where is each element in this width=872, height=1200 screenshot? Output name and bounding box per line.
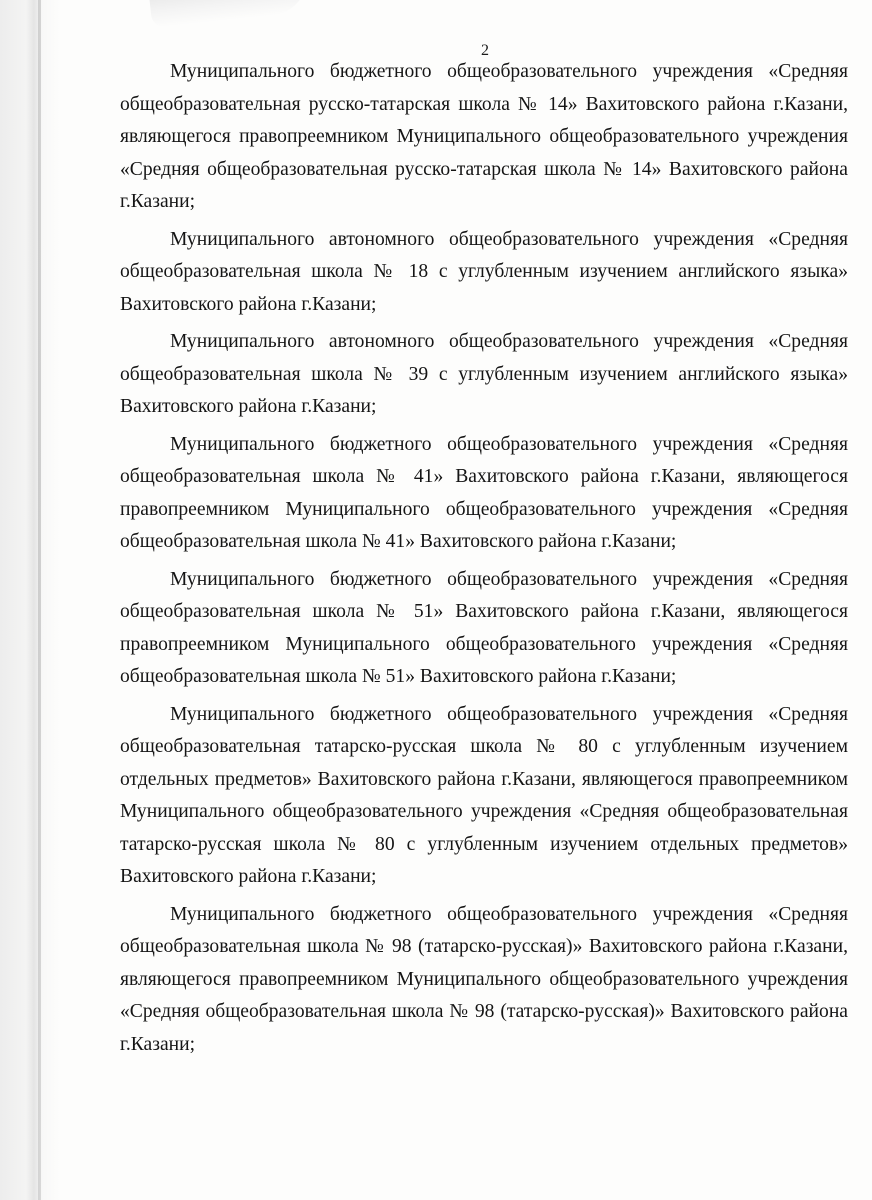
paragraph-school-51: Муниципального бюджетного общеобразовательного учреждения «Средняя общеобразовательная школа № 51» Вахитовского района г.Казани, являющегося правопреемником Муниципального общеобразовательного учреждения «Средняя общеобразовательная школа № 51» Вахитовского района г.Казани; xyxy=(120,568,848,687)
paragraph-school-18: Муниципального автономного общеобразовательного учреждения «Средняя общеобразовательная школа № 18 с углубленным изучением английского языка» Вахитовского района г.Казани; xyxy=(120,228,848,315)
paragraph-school-39: Муниципального автономного общеобразовательного учреждения «Средняя общеобразовательная школа № 39 с углубленным изучением английского языка» Вахитовского района г.Казани; xyxy=(120,331,848,417)
paragraph-school-14: Муниципального бюджетного общеобразовательного учреждения «Средняя общеобразовательная русско-татарская школа № 14» Вахитовского района г.Казани, являющегося правопреемником Муниципального общеобразовательного учреждения «Средняя общеобразовательная русско-татарская школа № 14» Вахитовского района г.Казани; xyxy=(120,61,848,212)
paragraph-school-41: Муниципального бюджетного общеобразовательного учреждения «Средняя общеобразовательная школа № 41» Вахитовского района г.Казани, являющегося правопреемником Муниципального общеобразовательного учреждения «Средняя общеобразовательная школа № 41» Вахитовского района г.Казани; xyxy=(120,433,848,552)
paragraph-school-80: Муниципального бюджетного общеобразовательного учреждения «Средняя общеобразовательная татарско-русская школа № 80 с углубленным изучением отдельных предметов» Вахитовского района г.Казани, являющегося правопреемником Муниципального общеобразовательного учреждения «Средняя общеобразовательная татарско-русская школа № 80 с углубленным изучением отдельных предметов» Вахитовского района г.Казани; xyxy=(120,703,848,887)
scan-edge-line xyxy=(38,0,41,1200)
document-body xyxy=(120,56,848,1066)
page-number: 2 xyxy=(481,42,489,59)
scan-corner-fold xyxy=(148,0,311,28)
paragraph-school-98: Муниципального бюджетного общеобразовательного учреждения «Средняя общеобразовательная школа № 98 (татарско-русская)» Вахитовского района г.Казани, являющегося правопреемником Муниципального общеобразовательного учреждения «Средняя общеобразовательная школа № 98 (татарско-русская)» Вахитовского района г.Казани; xyxy=(120,903,848,1055)
